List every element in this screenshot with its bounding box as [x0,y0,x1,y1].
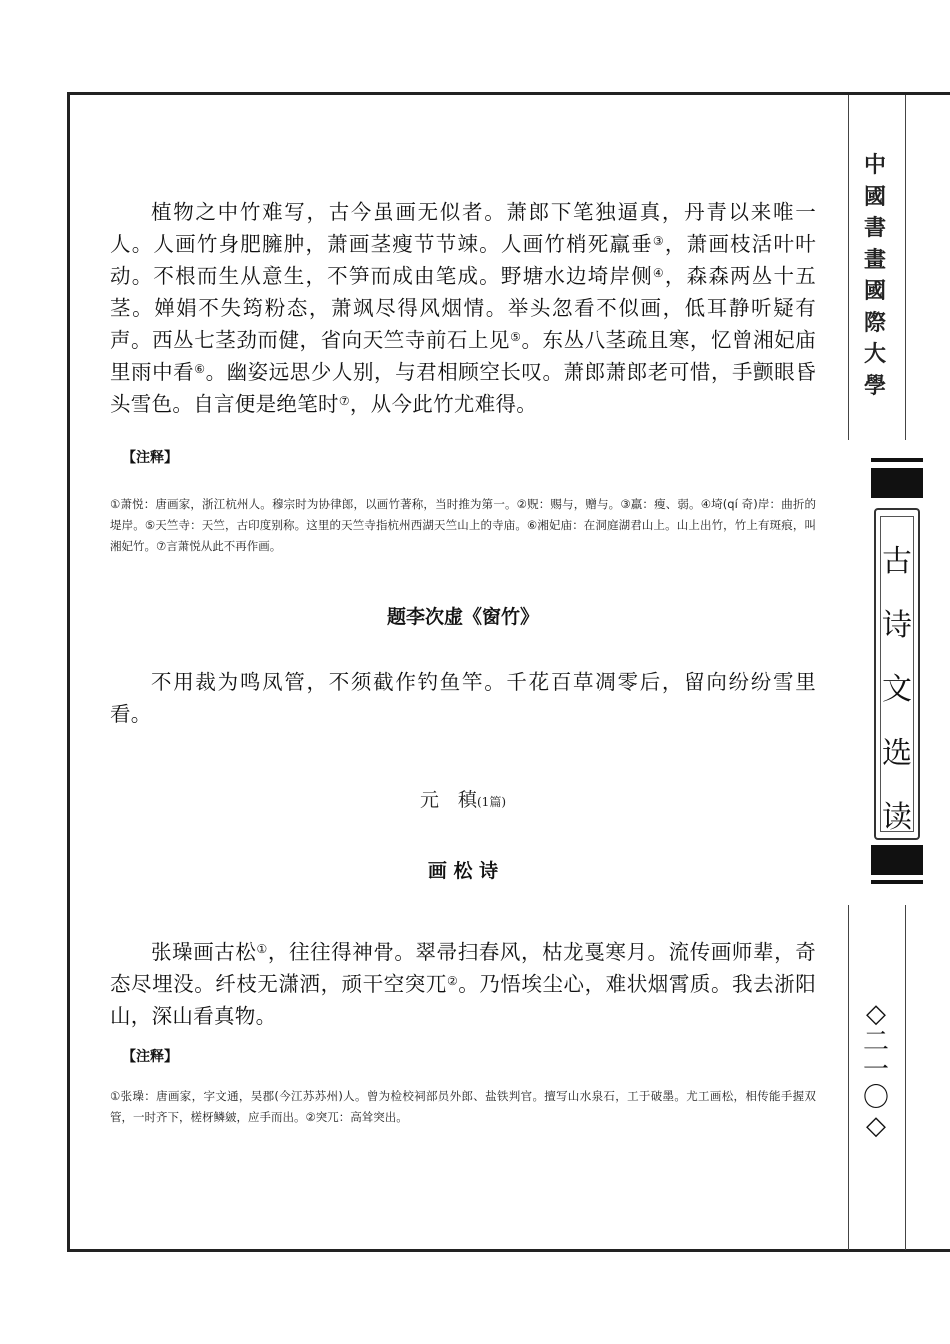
banner-top-bar [871,458,923,462]
banner-bottom-bar [871,880,923,884]
section-title-vertical: 古 诗 文 选 读 [882,544,912,835]
sidebar-right-line-bottom [905,905,906,1250]
poem-title: 画 松 诗 [427,860,499,882]
sidebar-divider-top [848,95,849,440]
notes-text: ①张璪：唐画家，字文通，吴郡(今江苏苏州)人。曾为检校祠部员外郎、盐铁判官。擅写山水泉石，工于破墨。尤工画松，相传能手握双管，一时齐下，槎枒鳞皴，应手而出。②突兀：高耸突出。 [110,1089,816,1124]
sidebar-right-line [905,95,906,440]
sidebar-divider-bottom [848,905,849,1250]
notes-text: ①萧悦：唐画家，浙江杭州人。穆宗时为协律郎，以画竹著称，当时推为第一。②贶：赐与，赠与。③羸：瘦、弱。④埼(qí 奇)岸：曲折的堤岸。⑤天竺寺：天竺，古印度别称。这里的天竺寺指杭州西湖天竺山上的寺庙。⑥湘妃庙：在洞庭湖君山上。山上出竹，竹上有斑痕，叫湘妃竹。⑦言萧悦从此不再作画。 [110,497,816,553]
school-name-vertical: 中 國 書 畫 國 際 大 學 [863,152,886,399]
banner-top-cap [871,468,923,498]
notes-heading: 【注释】 [122,450,178,466]
page-number-vertical: ◇ 二 一 〇 ◇ [862,999,889,1141]
poem-text: 不用裁为鸣凤管，不须截作钓鱼竿。千花百草凋零后，留向纷纷雪里看。 [110,670,816,726]
notes-heading: 【注释】 [122,1049,178,1065]
poem-bamboo-text: 植物之中竹难写，古今虽画无似者。萧郎下笔独逼真，丹青以来唯一人。人画竹身肥臃肿，萧画茎瘦节节竦。人画竹梢死羸垂③，萧画枝活叶叶动。不根而生从意生，不笋而成由笔成。野塘水边埼岸侧④，森森两丛十五茎。婵娟不失筠粉态，萧飒尽得风烟情。举头忽看不似画，低耳静听疑有声。西丛七茎劲而健，省向天竺寺前石上见⑤。东丛八茎疏且寒，忆曾湘妃庙里雨中看⑥。幽姿远思少人别，与君相顾空长叹。萧郎萧郎老可惜，手颤眼昏头雪色。自言便是绝笔时⑦，从今此竹尤难得。 [110,200,817,416]
author-heading: 元 稹(1篇) [419,789,506,811]
poem-title: 题李次虚《窗竹》 [386,606,539,628]
poem-pine-text: 张璪画古松①，往往得神骨。翠帚扫春风，枯龙戛寒月。流传画师辈，奇态尽埋没。纤枝无潇洒，顽干空突兀②。乃悟埃尘心，难状烟霄质。我去浙阳山，深山看真物。 [110,940,817,1028]
banner-bottom-cap [871,845,923,875]
